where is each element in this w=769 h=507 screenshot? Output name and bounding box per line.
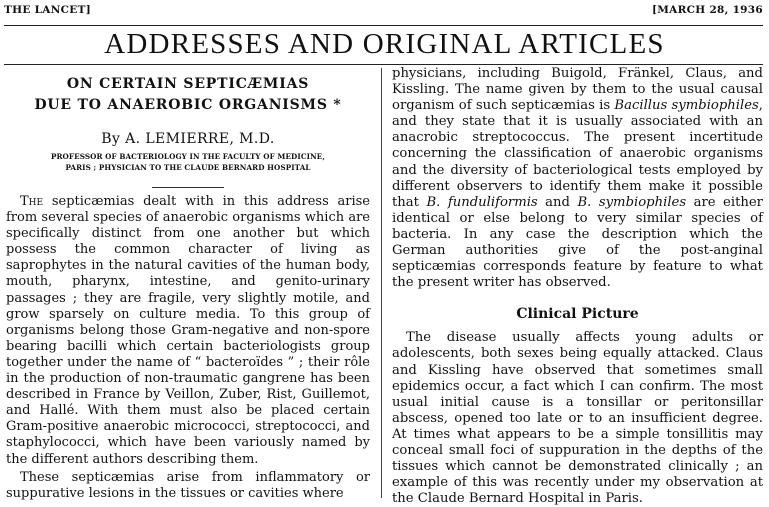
right-paragraph-1-text-d: are either identical or else belong to very similar species of bacteria. In any case the description which the German authorities give of the post-anginal septicæmias corresponds feature by feature to what the present writer has observed. xyxy=(392,194,763,291)
organism-name-3: B. symbiophiles xyxy=(577,194,687,210)
right-column xyxy=(392,66,763,507)
right-paragraph-1 xyxy=(392,66,763,291)
affiliation-line-2: PARIS ; PHYSICIAN TO THE CLAUDE BERNARD HOSPITAL xyxy=(65,163,311,172)
subheading-clinical-picture: Clinical Picture xyxy=(516,306,639,323)
body-paragraph-2: These septicæmias arise from inflammatory or suppurative lesions in the tissues or cavities where xyxy=(6,469,370,501)
issue-date: [MARCH 28, 1936 xyxy=(651,4,763,16)
short-rule xyxy=(152,187,224,188)
affiliation-line-1: PROFESSOR OF BACTERIOLOGY IN THE FACULTY OF MEDICINE, xyxy=(50,152,325,161)
paragraph-lead-word: The xyxy=(20,194,44,209)
right-paragraph-2: The disease usually affects young adults or adolescents, both sexes being equally attacked. Claus and Kissling have observed that sometimes small epidemics occur, a fact which I can confirm. The most usual initial cause is a tonsillar or peritonsillar abscess, opened too late or to an insufficient degree. At times what appears to be a simple tonsillitis may conceal small foci of suppuration in the depths of the tissues which cannot be demonstrated clinically ; an example of this was recently under my observation at the Claude Bernard Hospital in Paris. xyxy=(392,330,763,507)
byline: By A. LEMIERRE, M.D. xyxy=(101,131,275,147)
column-divider xyxy=(381,68,382,498)
affiliation xyxy=(6,151,370,173)
journal-name: THE LANCET] xyxy=(4,4,91,16)
running-head xyxy=(4,4,763,18)
right-paragraph-1-text-b: , and they state that it is usually associated with an anacrobic streptococcus. The present incertitude concerning the classification of anaerobic organisms and the diversity of bacteriological tests employed by different observers to identify them make it possible that xyxy=(392,98,763,210)
paragraph-1-text: septicæmias dealt with in this address arise from several species of anaerobic organisms which are specifically distinct from one another but which possess the common character of living as saprophytes in the natural cavities of the human body, mouth, pharynx, intestine, and genito-urinary passages ; they are fragile, very slightly motile, and grow sparsely on culture media. To this group of organisms belong those Gram-negative and non-spore bearing bacilli which certain bacteriologists group together under the name of “ bacteroïdes ” ; their rôle in the production of non-traumatic gangrene has been described in France by Veillon, Zuber, Rist, Guillemot, and Hallé. With them must also be placed certain Gram-positive anaerobic micrococci, streptococci, and staphylococci, which have been variously named by the different authors describing them. xyxy=(6,194,370,467)
left-column xyxy=(6,74,370,502)
right-paragraph-1-text-c: and xyxy=(537,194,578,210)
organism-name-1: Bacillus symbiophiles xyxy=(614,98,759,114)
article-title-line-1: ON CERTAIN SEPTICÆMIAS xyxy=(66,76,310,92)
body-paragraph-1 xyxy=(6,194,370,468)
organism-name-2: B. funduliformis xyxy=(426,194,538,210)
section-title: ADDRESSES AND ORIGINAL ARTICLES xyxy=(104,28,665,60)
article-title-line-2: DUE TO ANAEROBIC ORGANISMS * xyxy=(34,97,342,113)
bottom-rule xyxy=(4,64,763,65)
right-paragraph-1-text-a: physicians, including Buigold, Fränkel, Claus, and Kissling. The name given by them to the usual causal organism of such septicæmias is xyxy=(392,66,763,114)
